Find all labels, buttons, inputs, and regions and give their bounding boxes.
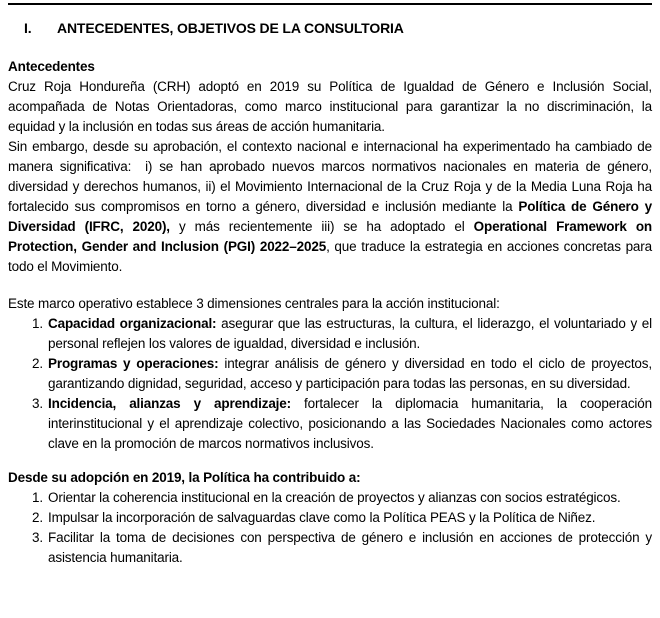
list-item-lead: Incidencia, alianzas y aprendizaje: (48, 396, 291, 411)
list-item (8, 314, 652, 354)
bold-phrase-ifrc-policy: Política de Género y Diversidad (IFRC, 2020), (8, 199, 652, 234)
list-item-number: 1. (32, 316, 43, 331)
list-item (8, 488, 652, 508)
document-page (0, 3, 660, 618)
dimensions-list (8, 314, 652, 454)
bold-phrase-pgi-framework: Operational Framework on Protection, Gender and Inclusion (PGI) 2022–2025 (8, 219, 653, 254)
paragraph-dimensions-intro: Este marco operativo establece 3 dimensiones centrales para la acción institucional: (8, 296, 500, 311)
list-item-number: 3. (32, 396, 43, 411)
paragraph-context-change-text: y más recientemente iii) se ha adoptado el (169, 219, 474, 234)
list-item-body: integrar análisis de género y diversidad en todo el ciclo de proyectos, garantizando dignidad, seguridad, acceso y participación para todas las personas, en su diversidad. (48, 356, 652, 391)
list-item-lead: Programas y operaciones: (48, 356, 219, 371)
page-top-border (8, 3, 652, 5)
list-item-number: 1. (32, 490, 43, 505)
section-heading-text: ANTECEDENTES, OBJETIVOS DE LA CONSULTORIA (57, 20, 404, 36)
list-item-body: fortalecer la diplomacia humanitaria, la cooperación interinstitucional y el aprendizaje colectivo, posicionando a las Sociedades Nacionales como actores clave en la promoción de marcos normativos inclusivos. (48, 396, 652, 451)
contributions-heading: Desde su adopción en 2019, la Política ha contribuido a: (8, 470, 361, 485)
spacer (8, 454, 652, 468)
list-item-number: 2. (32, 356, 43, 371)
list-item-lead: Capacidad organizacional: (48, 316, 217, 331)
list-item (8, 354, 652, 394)
list-item-number: 2. (32, 510, 43, 525)
list-item-text (48, 354, 652, 394)
paragraph-context-change (8, 137, 652, 277)
list-item-number: 3. (32, 530, 43, 545)
list-item (8, 508, 652, 528)
spacer (8, 277, 652, 294)
paragraph-context-change-text: Sin embargo, desde su aprobación, el contexto nacional e internacional ha experimentado ha cambiado de manera significativa: i) se han aprobado nuevos marcos normativos nacionales en materia de género, diversidad y derechos humanos, ii) el Movimiento Internacional de la Cruz Roja y de la Media Luna Roja ha fortalecido sus compromisos en torno a género, diversidad e inclusión mediante la (8, 139, 652, 214)
list-item (8, 528, 652, 568)
list-item-text: Orientar la coherencia institucional en la creación de proyectos y alianzas con socios estratégicos. (48, 490, 621, 505)
section-heading-number: I. (24, 20, 32, 36)
subheading-antecedentes: Antecedentes (8, 59, 95, 74)
list-item-text: Impulsar la incorporación de salvaguardas clave como la Política PEAS y la Política de Niñez. (48, 510, 596, 525)
paragraph-context-change-text: , que traduce la estrategia en acciones concretas para todo el Movimiento. (8, 239, 652, 274)
list-item-text (48, 314, 652, 354)
contributions-list (8, 488, 652, 568)
section-heading (24, 18, 652, 38)
spacer (8, 38, 652, 57)
list-item-body: asegurar que las estructuras, la cultura, el liderazgo, el voluntariado y el personal reflejen los valores de igualdad, diversidad e inclusión. (48, 316, 652, 351)
paragraph-crh-policy: Cruz Roja Hondureña (CRH) adoptó en 2019 su Política de Igualdad de Género e Inclusión Social, acompañada de Notas Orientadoras, como marco institucional para garantizar la no discriminación, la equidad y la inclusión en todas sus áreas de acción humanitaria. (8, 79, 652, 134)
list-item-text: Facilitar la toma de decisiones con perspectiva de género e inclusión en acciones de protección y asistencia humanitaria. (48, 530, 652, 565)
list-item (8, 394, 652, 454)
list-item-text (48, 394, 652, 454)
